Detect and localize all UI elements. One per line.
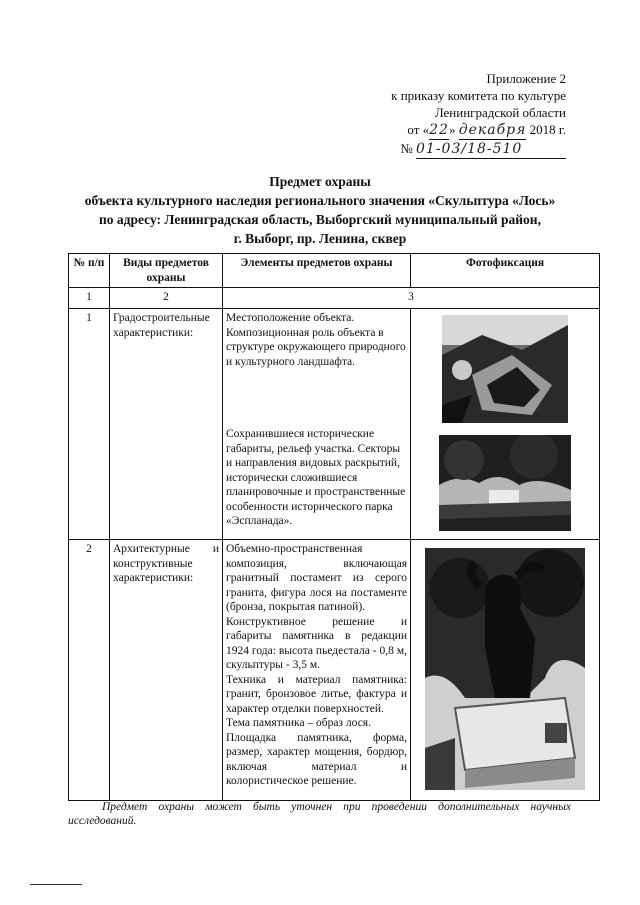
row-number: 2 — [69, 540, 110, 801]
photo-moose-sculpture — [425, 548, 585, 790]
photo-park-view — [439, 435, 571, 531]
header-photo: Фотофиксация — [411, 254, 600, 288]
appendix-line-2: к приказу комитета по культуре — [391, 88, 566, 103]
handwritten-number: 01-03/18-510 — [416, 141, 566, 159]
title-line-1: Предмет охраны — [269, 174, 371, 189]
column-number-3: 3 — [223, 288, 600, 309]
table-header-row — [69, 254, 600, 288]
column-number-2: 2 — [110, 288, 223, 309]
column-number-row — [69, 288, 600, 309]
appendix-header — [306, 70, 566, 159]
element-text: Техника и материал памятника: гранит, бронзовое литье, фактура и характер отделки поверхностей. — [226, 673, 407, 715]
table-row — [69, 540, 600, 801]
element-text: Объемно-пространственная композиция, включающая гранитный постамент из серого гранита, фигура лося на постаменте (бронза, покрытая патиной). — [226, 543, 407, 613]
row-elements — [223, 540, 411, 801]
row-number: 1 — [69, 309, 110, 540]
row-elements — [223, 309, 411, 540]
row-photos — [411, 540, 600, 801]
column-number-1: 1 — [69, 288, 110, 309]
handwritten-month: декабря — [458, 122, 527, 138]
header-elements: Элементы предметов охраны — [223, 254, 411, 288]
appendix-date: от «22» декабря 2018 г. — [407, 122, 566, 138]
element-text: Местоположение объекта. Композиционная роль объекта в структуре окружающего природного и культурного ландшафта. — [226, 312, 406, 368]
page-stub-line — [30, 884, 82, 885]
title-line-4: г. Выборг, пр. Ленина, сквер — [233, 231, 407, 246]
document-title — [60, 172, 580, 248]
element-text: Сохранившиеся исторические габариты, рельеф участка. Секторы и направления видовых раскрытий, исторически сложившиеся планировочные и пространственные особенности исторического парка «Эспланада». — [226, 428, 406, 527]
row-kind: Градостроительные характеристики: — [110, 309, 223, 540]
protection-table — [68, 253, 600, 801]
appendix-line-3: Ленинградской области — [434, 105, 566, 120]
appendix-number: № 01-03/18-510 — [306, 140, 566, 159]
photo-monument-closeup — [442, 315, 568, 423]
element-text: Площадка памятника, форма, размер, характер мощения, бордюр, включая материал и колористическое решение. — [226, 731, 407, 787]
header-number: № п/п — [69, 254, 110, 288]
title-line-2: объекта культурного наследия регионального значения «Скульптура «Лось» — [84, 193, 556, 208]
element-text: Конструктивное решение и габариты памятника в редакции 1924 года: высота пьедестала - 0,8 м, скульптуры - 3,5 м. — [226, 615, 407, 671]
header-kind: Виды предметов охраны — [110, 254, 223, 288]
table-row — [69, 309, 600, 540]
row-photos — [411, 309, 600, 540]
handwritten-day: 22 — [429, 122, 449, 138]
appendix-line-1: Приложение 2 — [486, 71, 566, 86]
element-text: Тема памятника – образ лося. — [226, 717, 371, 729]
footnote: Предмет охраны может быть уточнен при проведении дополнительных научных исследований. — [68, 801, 571, 827]
title-line-3: по адресу: Ленинградская область, Выборгский муниципальный район, — [99, 212, 541, 227]
row-kind: Архитектурные и конструктивные характеристики: — [110, 540, 223, 801]
